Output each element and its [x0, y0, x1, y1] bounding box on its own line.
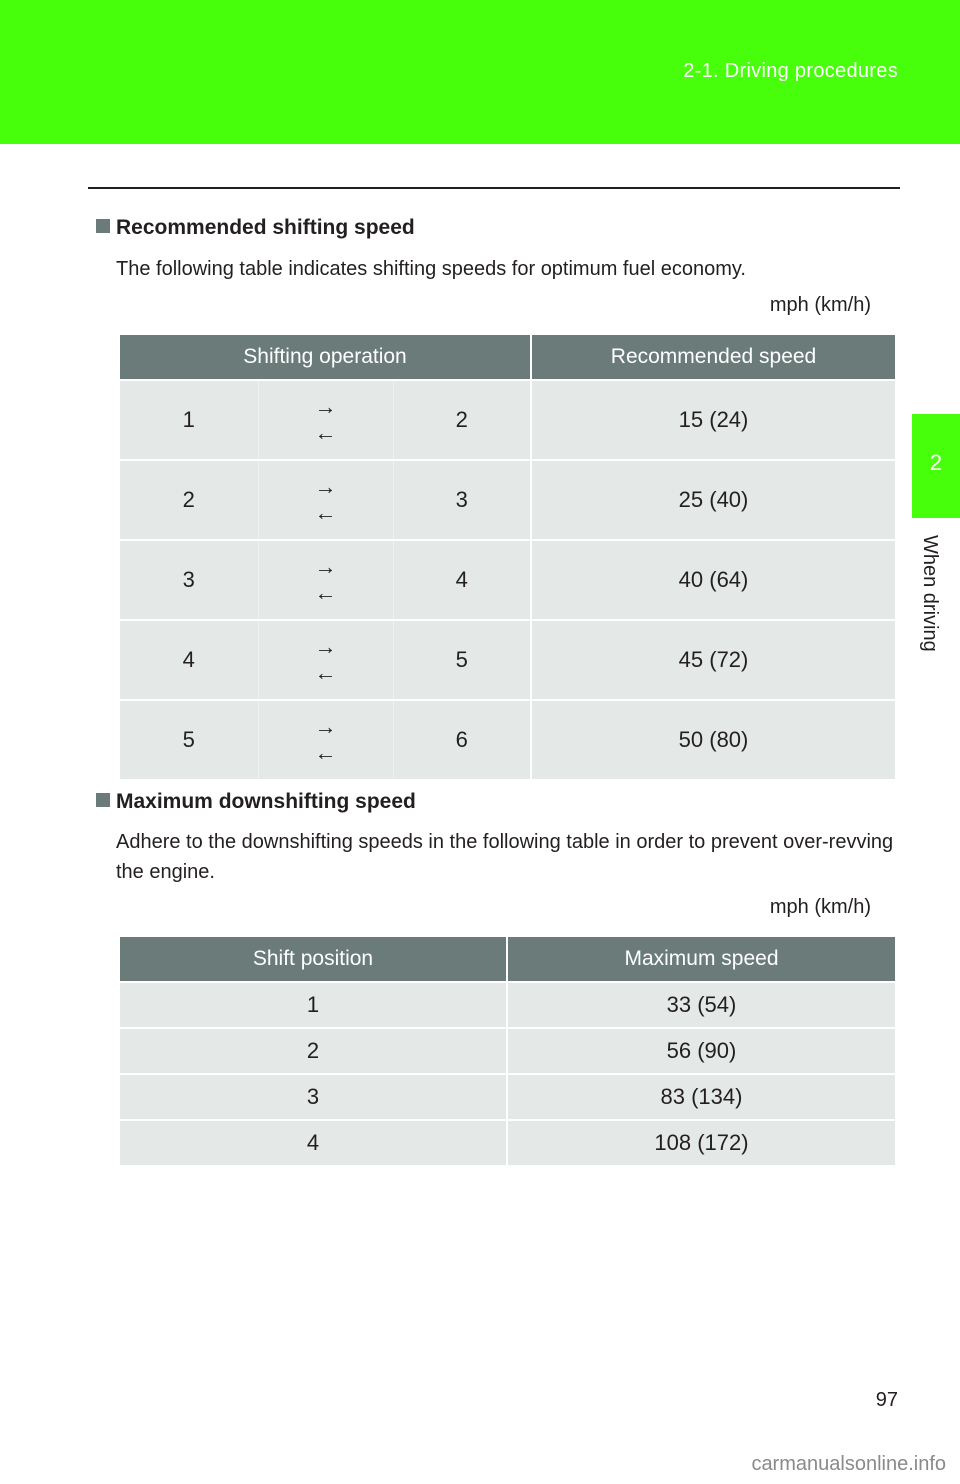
column-header-shifting-operation: Shifting operation: [120, 335, 531, 380]
section-title: 2-1. Driving procedures: [683, 60, 898, 82]
arrow-right-icon: →: [314, 634, 337, 659]
to-gear: 3: [393, 460, 531, 540]
to-gear: 6: [393, 700, 531, 779]
arrow-right-icon: →: [314, 394, 337, 419]
from-gear: 2: [120, 460, 258, 540]
recommended-speed-value: 25 (40): [531, 460, 895, 540]
from-gear: 3: [120, 540, 258, 620]
table-row: [120, 1028, 895, 1074]
table-row: [120, 1074, 895, 1120]
shift-position-value: 3: [120, 1074, 507, 1120]
arrow-left-icon: ←: [314, 660, 337, 685]
shift-arrows: [258, 460, 393, 540]
maximum-speed-value: 83 (134): [507, 1074, 895, 1120]
chapter-tab[interactable]: [912, 414, 960, 518]
table-row: [120, 1120, 895, 1165]
table-row: [120, 982, 895, 1028]
recommended-speed-value: 40 (64): [531, 540, 895, 620]
arrow-left-icon: ←: [314, 740, 337, 765]
arrow-left-icon: ←: [314, 420, 337, 445]
chapter-number: 2: [929, 450, 943, 475]
watermark[interactable]: carmanualsonline.info: [751, 1453, 946, 1475]
arrow-right-icon: →: [314, 714, 337, 739]
arrow-left-icon: ←: [314, 500, 337, 525]
arrow-right-icon: →: [314, 554, 337, 579]
shift-arrows: [258, 700, 393, 779]
shift-arrows: [258, 540, 393, 620]
maximum-heading: [96, 790, 416, 814]
recommended-speed-value: 50 (80): [531, 700, 895, 779]
table-row: [120, 700, 895, 779]
column-header-recommended-speed: Recommended speed: [531, 335, 895, 380]
recommended-description: The following table indicates shifting speeds for optimum fuel economy.: [116, 258, 746, 280]
maximum-speed-value: 33 (54): [507, 982, 895, 1028]
table-row: [120, 540, 895, 620]
table-row: [120, 460, 895, 540]
from-gear: 1: [120, 380, 258, 460]
shift-position-value: 2: [120, 1028, 507, 1074]
table-row: [120, 620, 895, 700]
recommended-speed-value: 45 (72): [531, 620, 895, 700]
to-gear: 5: [393, 620, 531, 700]
shift-arrows: [258, 620, 393, 700]
to-gear: 4: [393, 540, 531, 620]
recommended-unit: mph (km/h): [769, 294, 871, 316]
arrow-right-icon: →: [314, 474, 337, 499]
recommended-heading: [96, 216, 415, 240]
column-header-maximum-speed: Maximum speed: [507, 937, 895, 982]
to-gear: 2: [393, 380, 531, 460]
recommended-heading-text: Recommended shifting speed: [116, 216, 415, 239]
maximum-unit: mph (km/h): [769, 896, 871, 918]
shift-position-value: 4: [120, 1120, 507, 1165]
from-gear: 5: [120, 700, 258, 779]
from-gear: 4: [120, 620, 258, 700]
arrow-left-icon: ←: [314, 580, 337, 605]
bullet-square-icon: [96, 793, 110, 807]
page-number: 97: [875, 1389, 898, 1411]
header-bar: [0, 0, 960, 144]
maximum-heading-text: Maximum downshifting speed: [116, 790, 416, 813]
bullet-square-icon: [96, 219, 110, 233]
maximum-speed-table: [120, 937, 895, 1165]
column-header-shift-position: Shift position: [120, 937, 507, 982]
maximum-description: Adhere to the downshifting speeds in the following table in order to prevent over-revving the engine.: [116, 831, 894, 883]
chapter-label: When driving: [919, 535, 941, 652]
maximum-speed-value: 108 (172): [507, 1120, 895, 1165]
maximum-speed-value: 56 (90): [507, 1028, 895, 1074]
recommended-speed-value: 15 (24): [531, 380, 895, 460]
shift-position-value: 1: [120, 982, 507, 1028]
top-divider: [88, 187, 900, 189]
recommended-speed-table: [120, 335, 895, 779]
table-row: [120, 380, 895, 460]
shift-arrows: [258, 380, 393, 460]
